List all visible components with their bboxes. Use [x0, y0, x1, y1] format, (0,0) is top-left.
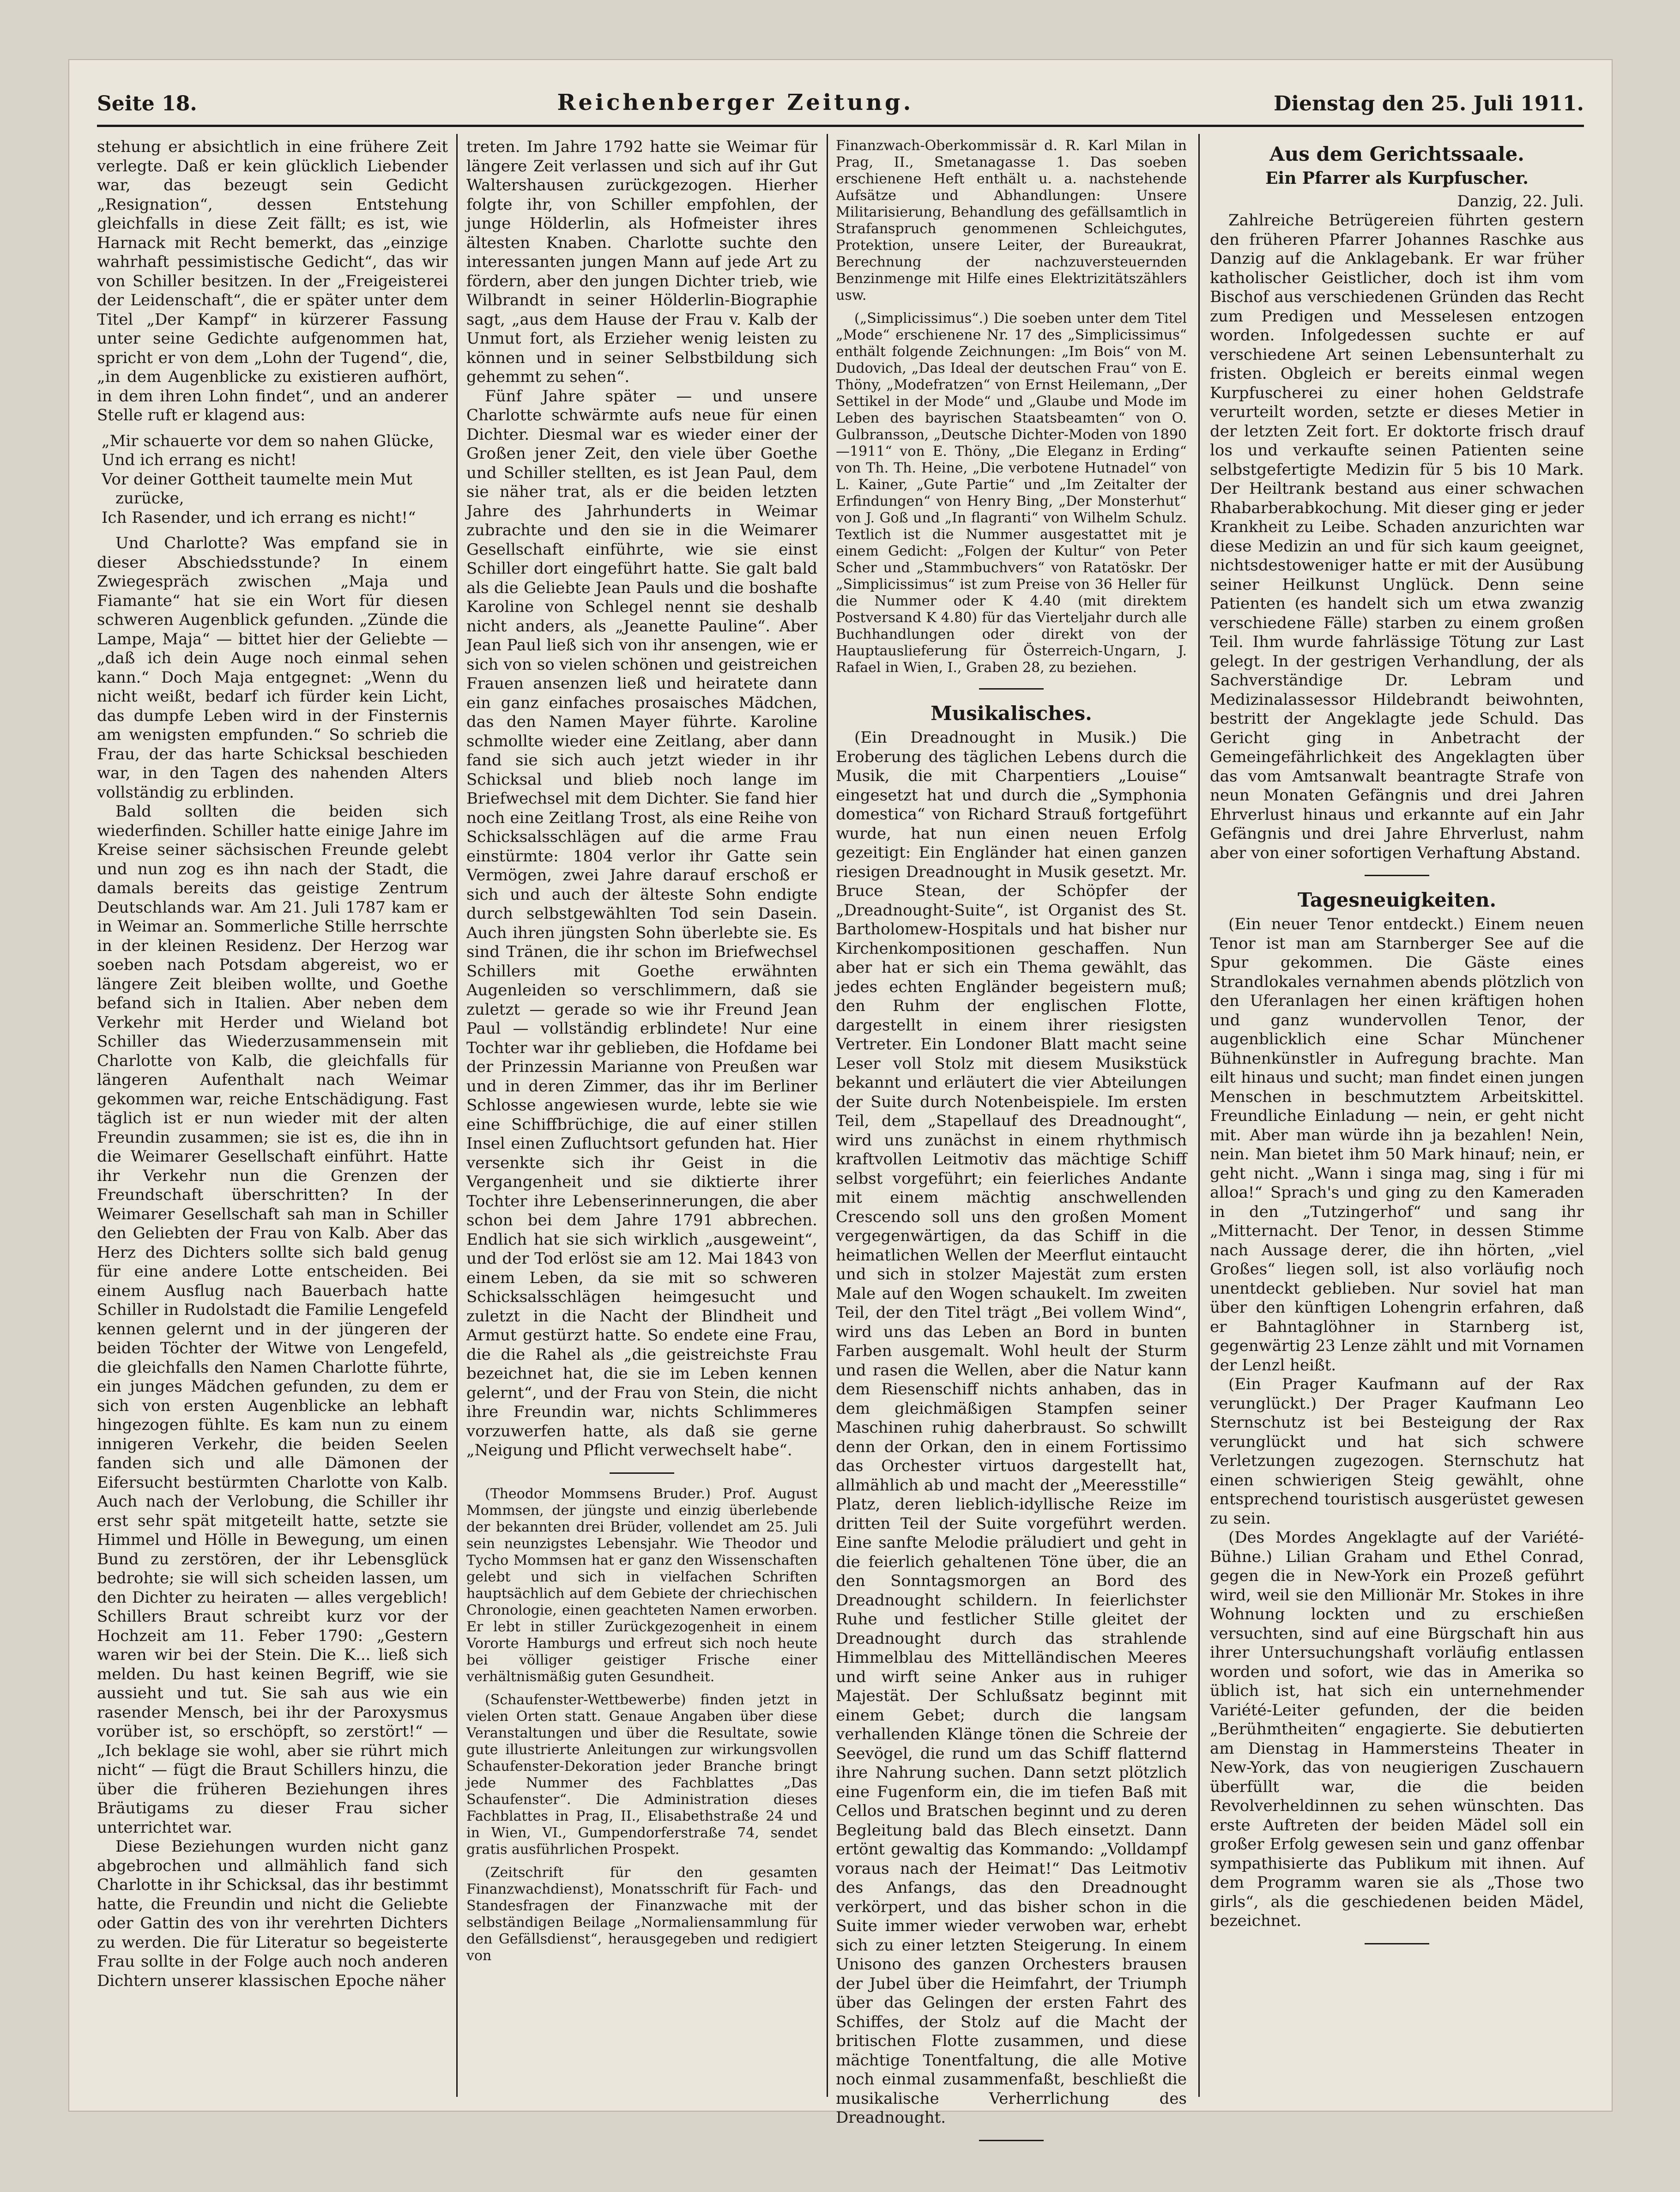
news-item: Finanzwach-Oberkommissär d. R. Karl Milan in Prag, II., Smetanagasse 1. Das soeben erschienene Heft enthält u. a. nachstehende Aufsätze und Abhandlungen: Unsere Militarisierung, Behandlung des gefällsamtlich in Strafanspruch genommenen Schleichgutes, Protektion, unsere Leiter, der Bureaukrat, Berechnung der nachzuversteuernden Benzinmenge mit Hilfe eines Elektrizitätszählers usw. — [836, 138, 1187, 303]
news-item: (Schaufenster-Wettbewerbe) finden jetzt in vielen Orten statt. Genaue Angaben über diese Veranstaltungen und über die Resultate, sowie gute illustrierte Anleitungen zur wirkungsvollen Schaufenster-Dekoration jeder Branche bringt jede Nummer des Fachblattes „Das Schaufenster“. Die Administration dieses Fachblattes in Prag, II., Elisabethstraße 24 und in Wien, VI., Gumpendorferstraße 74, sendet gratis ausführlichen Prospekt. — [466, 1691, 817, 1858]
paragraph: treten. Im Jahre 1792 hatte sie Weimar für längere Zeit verlassen und sich auf ihr Gut Waltershausen zurückgezogen. Hierher folgte ihr, von Schiller empfohlen, der junge Hölderlin, als Hofmeister ihres ältesten Knaben. Charlotte suchte den interessanten jungen Mann auf jede Art zu fördern, aber den jungen Dichter trieb, wie Wilbrandt in seiner Hölderlin-Biographie sagt, „aus dem Hause der Frau v. Kalb der Unmut fort, als Erzieher wenig leisten zu können und in seiner Selbstbildung sich gehemmt zu sehen“. — [466, 138, 817, 386]
separator-rule — [1365, 875, 1429, 876]
section-heading: Tagesneuigkeiten. — [1297, 889, 1497, 911]
section-heading: Musikalisches. — [931, 702, 1092, 725]
paragraph: (Ein Prager Kaufmann auf der Rax verunglückt.) Der Prager Kaufmann Leo Sternschutz ist bei Besteigung der Rax verunglückt und hat sich schwere Verletzungen zugezogen. Sternschutz hat einen schwierigen Steig gewählt, ohne entsprechend touristisch ausgerüstet gewesen zu sein. — [1210, 1375, 1584, 1528]
header-rule — [97, 125, 1584, 127]
paragraph: (Des Mordes Angeklagte auf der Variété-Bühne.) Lilian Graham und Ethel Conrad, gegen die in New-York ein Prozeß geführt wird, weil sie den Millionär Mr. Stokes in ihre Wohnung lockten und zu erschießen versuchten, sind auf eine Bürgschaft hin aus ihrer Untersuchungshaft vorläufig entlassen worden und sofort, wie das in Amerika so üblich ist, hat sich ein unternehmender Variété-Leiter gefunden, der die beiden „Berühmtheiten“ engagierte. Sie debutierten am Dienstag in Hammersteins Theater in New-York, das von neugierigen Zuschauern überfüllt war, die die beiden Revolverheldinnen zu sehen wünschten. Das erste Auftreten der beiden Mädel soll ein großer Erfolg gewesen sein und ganz offenbar sympathisierte das Publikum mit ihnen. Auf dem Programm waren sie als „Those two girls“, als die geschiedenen beiden Mädel, bezeichnet. — [1210, 1528, 1584, 1930]
news-item: („Simplicissimus“.) Die soeben unter dem Titel „Mode“ erschienene Nr. 17 des „Simplicissimus“ enthält folgende Zeichnungen: „Im Bois“ von M. Dudovich, „Das Ideal der deutschen Frau“ von E. Thöny, „Modefratzen“ von Ernst Heilemann, „Der Settikel in der Mode“ und „Glaube und Mode im Leben des bayrischen Staatsbeamten“ von O. Gulbransson, „Deutsche Dichter-Moden von 1890—1911“ von E. Thöny, „Die Eleganz in Erding“ von Th. Th. Heine, „Die verbotene Hutnadel“ von L. Kainer, „Gute Partie“ und „Im Zeitalter der Erfindungen“ von Henry Bing, „Der Monsterhut“ von J. Goß und „In flagranti“ von Wilhelm Schulz. Textlich ist die Nummer ausgestattet mit je einem Gedicht: „Folgen der Kultur“ von Peter Scher und „Stammbuchvers“ von Ratatöskr. Der „Simplicissimus“ ist zum Preise von 36 Heller für die Nummer oder K 4.40 (mit direktem Postversand K 4.80) für das Vierteljahr durch alle Buchhandlungen oder direkt von der Hauptauslieferung für Österreich-Ungarn, J. Rafael in Wien, I., Graben 28, zu beziehen. — [836, 310, 1187, 676]
paragraph: stehung er absichtlich in eine frühere Zeit verlegte. Daß er kein glücklich Liebender war, das bezeugt sein Gedicht „Resignation“, dessen Entstehung gleichfalls in diese Zeit fällt; es ist, wie Harnack mit Recht bemerkt, das „einzige wahrhaft pessimistische Gedicht“, das wir von Schiller besitzen. In der „Freigeisterei der Leidenschaft“, die er später unter dem Titel „Der Kampf“ in kürzerer Fassung unter seine Gedichte aufgenommen hat, spricht er von dem „Lohn der Tugend“, die, „in dem Augenblicke zu existieren aufhört, in dem ihren Lohn findet“, und an anderer Stelle ruft er klagend aus: — [97, 138, 448, 424]
paragraph: Zahlreiche Betrügereien führten gestern den früheren Pfarrer Johannes Raschke aus Danzig auf die Anklagebank. Er war früher katholischer Geistlicher, doch ist ihm vom Bischof aus verschiedenen Gründen das Recht zum Predigen und Messelesen entzogen worden. Infolgedessen suchte er auf verschiedene Art seinen Lebensunterhalt zu fristen. Obgleich er bereits einmal wegen Kurpfuscherei zu einer hohen Geldstrafe verurteilt worden, setzte er dieses Metier in der letzten Zeit fort. Er doktorte frisch drauf los und verkaufte seinen Patienten seine selbstgefertigte Medizin für 5 bis 10 Mark. Der Heiltrank bestand aus einer schwachen Rhabarberabkochung. Mit dieser ging er jeder Krankheit zu Leibe. Schaden anzurichten war diese Medizin an und für sich kaum geeignet, nichtsdestoweniger hatte er mit der Ausübung seiner Heilkunst Unglück. Denn seine Patienten (es handelt sich um etwa zwanzig verschiedene Fälle) starben zu einem großen Teil. Ihm wurde fahrlässige Tötung zur Last gelegt. In der gestrigen Verhandlung, der als Sachverständige Dr. Lebram und Medizinalassessor Hildebrandt beiwohnten, bestritt der Angeklagte jede Schuld. Das Gericht ging in Anbetracht der Gemeingefährlichkeit des Angeklagten über das vom Amtsanwalt beantragte Strafe von neun Monaten Gefängnis und drei Jahren Ehrverlust hinaus und erkannte auf ein Jahr Gefängnis und drei Jahre Ehrverlust, nahm aber von einer sofortigen Verhaftung Abstand. — [1210, 211, 1584, 862]
column-2 — [466, 138, 817, 2091]
page-number: Seite 18. — [97, 92, 197, 115]
page-header — [97, 74, 1584, 115]
separator-rule — [979, 2140, 1044, 2141]
paragraph: Und Charlotte? Was empfand sie in dieser Abschiedsstunde? In einem Zwiegespräch zwischen „Maja und Fiamante“ hat sie ein Wort für diesen schweren Augenblick gefunden. „Zünde die Lampe, Maja“ — bittet hier der Geliebte — „daß ich dein Auge noch einmal sehen kann.“ Doch Maja entgegnet: „Wenn du nicht weißt, bedarf ich fürder kein Licht, das dumpfe Leben wird in der Finsternis am wenigsten empfunden.“ So schrieb die Frau, der das harte Schicksal beschieden war, in den Tagen des nahenden Alters vollständig zu erblinden. — [97, 534, 448, 802]
newspaper-page — [69, 60, 1612, 2127]
verse-line: Und ich errang es nicht! — [102, 451, 297, 469]
verse-line: Vor deiner Gottheit taumelte mein Mut — [102, 470, 413, 489]
column-divider — [456, 134, 458, 2097]
separator-rule — [610, 1472, 674, 1474]
paragraph: Fünf Jahre später — und unsere Charlotte schwärmte aufs neue für einen Dichter. Diesmal war es wieder einer der Großen jener Zeit, den viele über Goethe und Schiller stellten, es ist Jean Paul, dem sie näher trat, als er die beiden letzten Jahre des Jahrhunderts in Weimar zubrachte und den sie in die Weimarer Gesellschaft einführte, wie sie einst Schiller dort eingeführt hatte. Sie galt bald als die Geliebte Jean Pauls und die boshafte Karoline von Schlegel nennt sie deshalb nicht anders, als „Jeanette Pauline“. Aber Jean Paul ließ sich von ihr ansengen, wie er sich von so vielen schönen und geistreichen Frauen ansenzen ließ und heiratete dann ein ganz einfaches prosaisches Mädchen, das den Namen Mayer führte. Karoline schmollte wieder eine Zeitlang, aber dann fand sie sich auch jetzt wieder in ihr Schicksal und blieb noch lange im Briefwechsel mit dem Dichter. Sie fand hier noch eine Zeitlang Trost, als eine Reihe von Schicksalsschlägen auf die arme Frau einstürmte: 1804 verlor ihr Gatte sein Vermögen, zwei Jahre darauf erschoß er sich und auch der älteste Sohn endigte durch selbstgewählten Tod sein Dasein. Auch ihren jüngsten Sohn überlebte sie. Es sind Tränen, die ihr schon im Briefwechsel Schillers mit Goethe erwähnten Augenleiden so verschlimmern, daß sie zuletzt — gerade so wie ihr Freund Jean Paul — vollständig erblindete! Nur eine Tochter war ihr geblieben, die Hofdame bei der Prinzessin Marianne von Preußen war und in deren Zimmer, das ihr im Berliner Schlosse angewiesen wurde, lebte sie wie eine Schiffbrüchige, die auf einer stillen Insel einen Zufluchtsort gefunden hat. Hier versenkte sich ihr Geist in die Vergangenheit und sie diktierte ihrer Tochter ihre Lebenserinnerungen, die aber schon bei dem Jahre 1791 abbrechen. Endlich hat sie sich wirklich „ausgeweint“, und der Tod erlöst sie am 12. Mai 1843 von einem Leben, da sie mit so schweren Schicksalsschlägen heimgesucht und zuletzt in die Nacht der Blindheit und Armut gestürzt hatte. So endete eine Frau, die die Rahel als „die geistreichste Frau bezeichnet hat, die sie im Leben kennen gelernt“, und der Frau von Stein, die nicht ihre Freundin war, nichts Schlimmeres vorzuwerfen hatte, als daß sie gerne „Neigung und Pflicht verwechselt habe“. — [466, 387, 817, 1459]
section-heading: Aus dem Gerichtssaale. — [1269, 143, 1524, 165]
issue-date: Dienstag den 25. Juli 1911. — [1274, 92, 1584, 115]
news-item: (Zeitschrift für den gesamten Finanzwachdienst), Monatsschrift für Fach- und Standesfragen der Finanzwache mit der selbständigen Beilage „Normaliensammlung für den Gefällsdienst“, herausgegeben und redigiert von — [466, 1864, 817, 1964]
verse-line: „Mir schauerte vor dem so nahen Glücke, — [102, 431, 434, 450]
masthead: Reichenberger Zeitung. — [557, 90, 914, 115]
paragraph: Diese Beziehungen wurden nicht ganz abgebrochen und allmählich fand sich Charlotte in ihr Schicksal, das ihr bestimmt hatte, die Freundin und nicht die Geliebte oder Gattin des von ihr verehrten Dichters zu werden. Die für Literatur so begeisterte Frau sollte in der Folge auch noch anderen Dichtern unserer klassischen Epoche näher — [97, 1837, 448, 1990]
dateline: Danzig, 22. Juli. — [1457, 192, 1584, 211]
column-3 — [836, 138, 1187, 2127]
separator-rule — [979, 688, 1044, 690]
paragraph: (Ein neuer Tenor entdeckt.) Einem neuen Tenor ist man am Starnberger See auf die Spur gekommen. Die Gäste eines Strandlokales vernahmen abends plötzlich von den Uferanlagen her einen kräftigen hohen und ganz wundervollen Tenor, der augenblicklich eine Schar Münchener Bühnenkünstler in Aufregung brachte. Man eilt hinaus und sucht; man findet einen jungen Menschen in beschmutztem Arbeitskittel. Freundliche Einladung — nein, er geht nicht mit. Aber man würde ihn ja bezahlen! Nein, nein. Man bietet ihm 50 Mark hinauf; nein, er geht nicht. „Wann i singa mag, sing i für mi alloa!“ Sprach's und ging zu den Kameraden in den „Tutzingerhof“ und sang ihr „Mitternacht. Der Tenor, in dessen Stimme nach Aussage derer, die ihn hörten, „viel Großes“ liegen soll, ist also vorläufig noch unentdeckt geblieben. Nur soviel hat man über den künftigen Lohengrin erfahren, daß er Bahntaglöhner in Starnberg ist, gegenwärtig 23 Lenze zählt und mit Vornamen der Lenzl heißt. — [1210, 915, 1584, 1375]
column-divider — [1198, 134, 1200, 2097]
news-item: (Theodor Mommsens Bruder.) Prof. August Mommsen, der jüngste und einzig überlebende der bekannten drei Brüder, vollendet am 25. Juli sein neunzigstes Lebensjahr. Wie Theodor und Tycho Mommsen hat er ganz den Wissenschaften gelebt und sich in vielfachen Schriften hauptsächlich auf dem Gebiete der chriechischen Chronologie, einen geachteten Namen erworben. Er lebt in stiller Zurückgezogenheit in einem Vororte Hamburgs und erfreut sich noch heute bei völliger geistiger Frische einer verhältnismäßig guten Gesundheit. — [466, 1485, 817, 1685]
separator-rule — [1365, 1943, 1429, 1944]
poem-quote — [97, 432, 448, 528]
article-headline: Ein Pfarrer als Kurpfuscher. — [1265, 169, 1529, 188]
verse-line: Ich Rasender, und ich errang es nicht!“ — [102, 508, 416, 527]
paragraph: (Ein Dreadnought in Musik.) Die Eroberung des täglichen Lebens durch die Musik, die mit Charpentiers „Louise“ eingesetzt hat und durch die „Symphonia domestica“ von Richard Strauß fortgeführt wurde, hat nun einen neuen Erfolg gezeitigt: Ein Engländer hat einen ganzen riesigen Dreadnought in Musik gesetzt. Mr. Bruce Stean, der Schöpfer der „Dreadnought-Suite“, ist Organist des St. Bartholomew-Hospitals und hat bisher nur Kirchenkompositionen geschaffen. Nun aber hat er sich ein Thema gewählt, das jedes echten Engländer begeistern muß; den Ruhm der englischen Flotte, dargestellt in einem ihrer riesigsten Vertreter. Ein Londoner Blatt macht seine Leser voll Stolz mit diesem Musikstück bekannt und erläutert die vier Abteilungen der Suite durch Notenbeispiele. Im ersten Teil, dem „Stapellauf des Dreadnought“, wird uns zunächst in einem rhythmisch kraftvollen Leitmotiv das mächtige Schiff selbst vorgeführt; ein feierliches Andante mit einem mächtig anschwellenden Crescendo soll uns den großen Moment vergegenwärtigen, da das Schiff in die heimatlichen Wellen der Meerflut eintaucht und sich in stolzer Majestät zum ersten Male auf den Wogen schaukelt. Im zweiten Teil, der den Titel trägt „Bei vollem Wind“, wird uns das Leben an Bord in bunten Farben ausgemalt. Wohl heult der Sturm und rasen die Wellen, aber die Natur kann dem Riesenschiff nichts anhaben, das in dem gleichmäßigen Stampfen seiner Maschinen ruhig daherbraust. So schwillt denn der Orkan, den in einem Fortissimo das Orchester virtuos dargestellt hat, allmählich ab und macht der „Meeresstille“ Platz, deren lieblich-idyllische Reize im dritten Teil der Suite vorgeführt werden. Eine sanfte Melodie präludiert und geht in die feierlich gehaltenen Töne über, die an den Sonntagsmorgen an Bord des Dreadnought schildern. In feierlichster Ruhe und festlicher Stille gleitet der Dreadnought durch das strahlende Himmelblau des Mittelländischen Meeres und wirft seine Anker aus in ruhiger Majestät. Der Schlußsatz beginnt mit einem Gebet; durch die langsam verhallenden Klänge tönen die Schreie der Seevögel, die rund um das Schiff flatternd ihre Nahrung suchen. Dann setzt plötzlich eine Fugenform ein, die im tiefen Baß mit Cellos und Bratschen beginnt und zu deren Begleitung bald das Blech einsetzt. Dann ertönt gewaltig das Kommando: „Volldampf voraus nach der Heimat!“ Das Leitmotiv des Anfangs, das den Dreadnought verkörpert, und das bisher schon in die Suite immer wieder verwoben war, erhebt sich zu einer letzten Steigerung. In einem Unisono des ganzen Orchesters brausen der Jubel über die Heimfahrt, der Triumph über das Gelingen der ersten Fahrt des Schiffes, der Stolz auf die Macht der britischen Flotte zusammen, und diese mächtige Tonentfaltung, die alle Motive noch einmal zusammenfaßt, beschließt die musikalische Verherrlichung des Dreadnought. — [836, 728, 1187, 2127]
column-1 — [97, 138, 448, 2091]
column-4 — [1210, 138, 1584, 2091]
verse-line: zurücke, — [115, 489, 184, 508]
paragraph: Bald sollten die beiden sich wiederfinden. Schiller hatte einige Jahre im Kreise seiner sächsischen Freunde gelebt und nun zog es ihn nach der Stadt, die damals bereits das geistige Zentrum Deutschlands war. Am 21. Juli 1787 kam er in Weimar an. Sommerliche Stille herrschte in der kleinen Residenz. Der Herzog war soeben nach Potsdam abgereist, wo er längere Zeit bleiben wollte, und Goethe befand sich in Italien. Aber neben dem Verkehr mit Herder und Wieland bot Schiller das Wiederzusammensein mit Charlotte von Kalb, die gleichfalls für längeren Aufenthalt nach Weimar gekommen war, reiche Entschädigung. Fast täglich ist er nun wieder mit der alten Freundin zusammen; sie ist es, die ihn in die Weimarer Gesellschaft einführt. Hatte ihr Verkehr nun die Grenzen der Freundschaft überschritten? In der Weimarer Gesellschaft sah man in Schiller den Geliebten der Frau von Kalb. Aber das Herz des Dichters sollte sich bald genug für eine andere Lotte entscheiden. Bei einem Ausflug nach Bauerbach hatte Schiller in Rudolstadt die Familie Lengefeld kennen gelernt und in der jüngeren der beiden Töchter der Witwe von Lengefeld, die gleichfalls den Namen Charlotte führte, ein junges Mädchen gefunden, zu dem er sich von ersten Augenblicke an lebhaft hingezogen fühlte. Es kam nun zu einem innigeren Verkehr, die beiden Seelen fanden sich und alle Dämonen der Eifersucht bestürmten Charlotte von Kalb. Auch nach der Verlobung, die Schiller ihr erst sehr spät mitgeteilt hatte, setzte sie Himmel und Hölle in Bewegung, um einen Bund zu zerstören, der ihr Lebensglück bedrohte; sie will sich scheiden lassen, um den Dichter zu heiraten — alles vergeblich! Schillers Braut schreibt kurz vor der Hochzeit am 11. Feber 1790: „Gestern waren wir bei der Stein. Die K... ließ sich melden. Du hast keinen Begriff, wie sie aussieht und tut. Sie sah aus wie ein rasender Mensch, bei ihr der Paroxysmus vorüber ist, so erschöpft, so zerstört!“ — „Ich beklage sie wohl, aber sie rührt mich nicht“ — fügt die Braut Schillers hinzu, die über die früheren Beziehungen ihres Bräutigams zu dieser Frau sicher unterrichtet war. — [97, 802, 448, 1837]
column-divider — [827, 134, 828, 2097]
